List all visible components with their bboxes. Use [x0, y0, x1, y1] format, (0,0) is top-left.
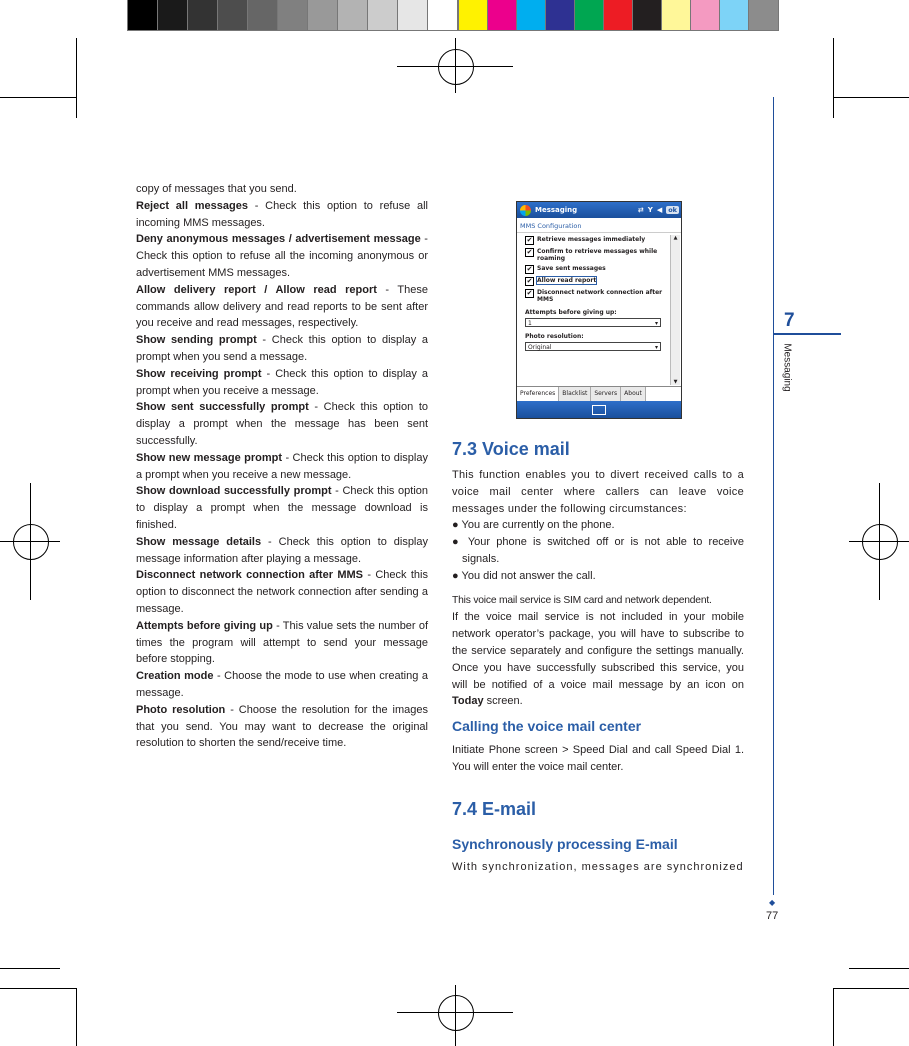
section-title-email: 7.4 E-mail — [452, 799, 537, 819]
keyboard-icon[interactable] — [592, 405, 606, 415]
option-description: Creation mode - Choose the mode to use when creating a message. — [136, 670, 428, 699]
device-tab[interactable]: Servers — [591, 387, 621, 401]
left-column — [136, 181, 428, 752]
checkbox[interactable]: ✔ — [526, 248, 533, 256]
speaker-icon: ◀ — [656, 206, 663, 214]
checkbox[interactable]: ✔ — [526, 277, 533, 285]
device-header: MMS Configuration — [517, 218, 681, 233]
gray-swatch — [368, 0, 397, 30]
color-swatch — [546, 0, 575, 30]
sync-body: With synchronization, messages are synchronized — [452, 861, 744, 873]
gray-swatch — [338, 0, 367, 30]
voice-intro: This function enables you to divert received calls to a voice mail center where callers can leave voice messages under the following circumstances: — [452, 469, 744, 515]
chevron-down-icon: ▾ — [654, 320, 658, 327]
photo-select[interactable]: Original ▾ — [525, 342, 661, 351]
checkbox[interactable]: ✔ — [526, 289, 533, 297]
bullet-item: ● You are currently on the phone. — [452, 519, 615, 532]
keyboard-bar — [517, 401, 681, 418]
option-description: Allow delivery report / Allow read report - These commands allow delivery and read reports to be sent after you receive and read messages, respectively. — [136, 283, 428, 330]
option-description: Show message details - Check this option to display message information after playing a message. — [136, 535, 428, 565]
device-tab[interactable]: About — [621, 387, 646, 401]
option-description: Deny anonymous messages / advertisement message - Check this option to refuse all the incoming anonymous or advertisement MMS messages. — [136, 233, 428, 279]
color-swatch — [633, 0, 662, 30]
mms-option[interactable]: ✔ Save sent messages — [526, 265, 606, 273]
intro-text: copy of messages that you send. — [136, 183, 297, 195]
device-title-bar — [517, 202, 681, 218]
color-swatch — [517, 0, 546, 30]
bullet-item: ● Your phone is switched off or is not able to receive signals. — [452, 536, 744, 565]
scrollbar[interactable]: ▲ ▼ — [670, 235, 680, 385]
mms-option[interactable]: ✔ Retrieve messages immediately — [526, 236, 646, 244]
device-tab[interactable]: Preferences — [517, 387, 559, 401]
mms-option[interactable]: ✔ Allow read report — [526, 277, 597, 285]
gray-swatch — [248, 0, 277, 30]
page-number: 77 — [766, 910, 779, 922]
option-description: Show new message prompt - Check this option to display a prompt when you receive a new message. — [136, 451, 428, 481]
chevron-down-icon: ▾ — [654, 344, 658, 351]
diamond-icon: ◆ — [769, 898, 776, 907]
ok-button[interactable]: ok — [668, 206, 677, 214]
gray-swatch — [188, 0, 217, 30]
option-description: Photo resolution - Choose the resolution for the images that you send. You may want to decrease the original resolution to shorten the send/receive time. — [136, 703, 428, 750]
option-description: Attempts before giving up - This value sets the number of times the program will attempt to send your message before stopping. — [136, 619, 429, 666]
device-screenshot — [516, 201, 682, 419]
device-tab[interactable]: Blacklist — [559, 387, 591, 401]
option-description: Show download successfully prompt - Check this option to display a prompt when the message download is finished. — [136, 485, 429, 531]
windows-start-icon[interactable] — [520, 205, 531, 216]
checkbox[interactable]: ✔ — [526, 265, 533, 273]
gray-swatch — [218, 0, 247, 30]
gray-swatch — [128, 0, 157, 30]
color-swatch — [604, 0, 633, 30]
gray-swatch — [398, 0, 427, 30]
device-tabs — [517, 386, 681, 401]
calling-title: Calling the voice mail center — [452, 718, 642, 734]
color-swatch — [488, 0, 517, 30]
option-description: Show receiving prompt - Check this option to display a prompt when you receive a message. — [136, 367, 428, 397]
sim-note: This voice mail service is SIM card and network dependent. — [452, 594, 712, 606]
mms-option[interactable]: ✔ Confirm to retrieve messages while roaming — [526, 248, 658, 262]
voice-body: If the voice mail service is not included in your mobile network operator’s package, you will have to subscribe to the service separately and configure the settings manually. Once you have successfully subscribed this service, you will be notified of a voice mail message by an icon on Today screen. — [452, 611, 744, 708]
voice-mail-body — [452, 467, 744, 710]
calling-body: Initiate Phone screen > Speed Dial and call Speed Dial 1. You will enter the voice mail center. — [452, 744, 744, 773]
checkbox[interactable]: ✔ — [526, 236, 533, 244]
color-swatch — [459, 0, 488, 30]
option-description: Show sent successfully prompt - Check this option to display a prompt when the message has been sent successfully. — [136, 401, 428, 447]
color-swatch — [720, 0, 749, 30]
color-swatch — [749, 0, 778, 30]
attempts-label: Attempts before giving up: — [525, 309, 617, 316]
option-description: Show sending prompt - Check this option to display a prompt when you send a message. — [136, 334, 428, 363]
chapter-label: Messaging — [781, 343, 793, 392]
option-description: Reject all messages - Check this option to refuse all incoming MMS messages. — [136, 199, 428, 229]
sync-title: Synchronously processing E-mail — [452, 836, 678, 852]
antenna-icon: Y — [647, 206, 653, 214]
option-description: Disconnect network connection after MMS - Check this option to disconnect the network connection after sending a message. — [136, 569, 428, 615]
attempts-select[interactable]: 1 ▾ — [525, 318, 661, 327]
section-title-voice-mail: 7.3 Voice mail — [452, 439, 570, 459]
chapter-number: 7 — [784, 310, 795, 331]
signal-icon: ⇄ — [637, 206, 644, 214]
gray-swatch — [428, 0, 457, 30]
color-swatch — [662, 0, 691, 30]
color-swatch — [575, 0, 604, 30]
gray-swatch — [158, 0, 187, 30]
bullet-item: ● You did not answer the call. — [452, 569, 596, 582]
gray-swatch — [278, 0, 307, 30]
device-app-title: Messaging — [535, 206, 578, 214]
gray-swatch — [308, 0, 337, 30]
color-swatch — [691, 0, 720, 30]
photo-label: Photo resolution: — [525, 333, 584, 340]
mms-option[interactable]: ✔ Disconnect network connection after MMS — [526, 289, 663, 303]
